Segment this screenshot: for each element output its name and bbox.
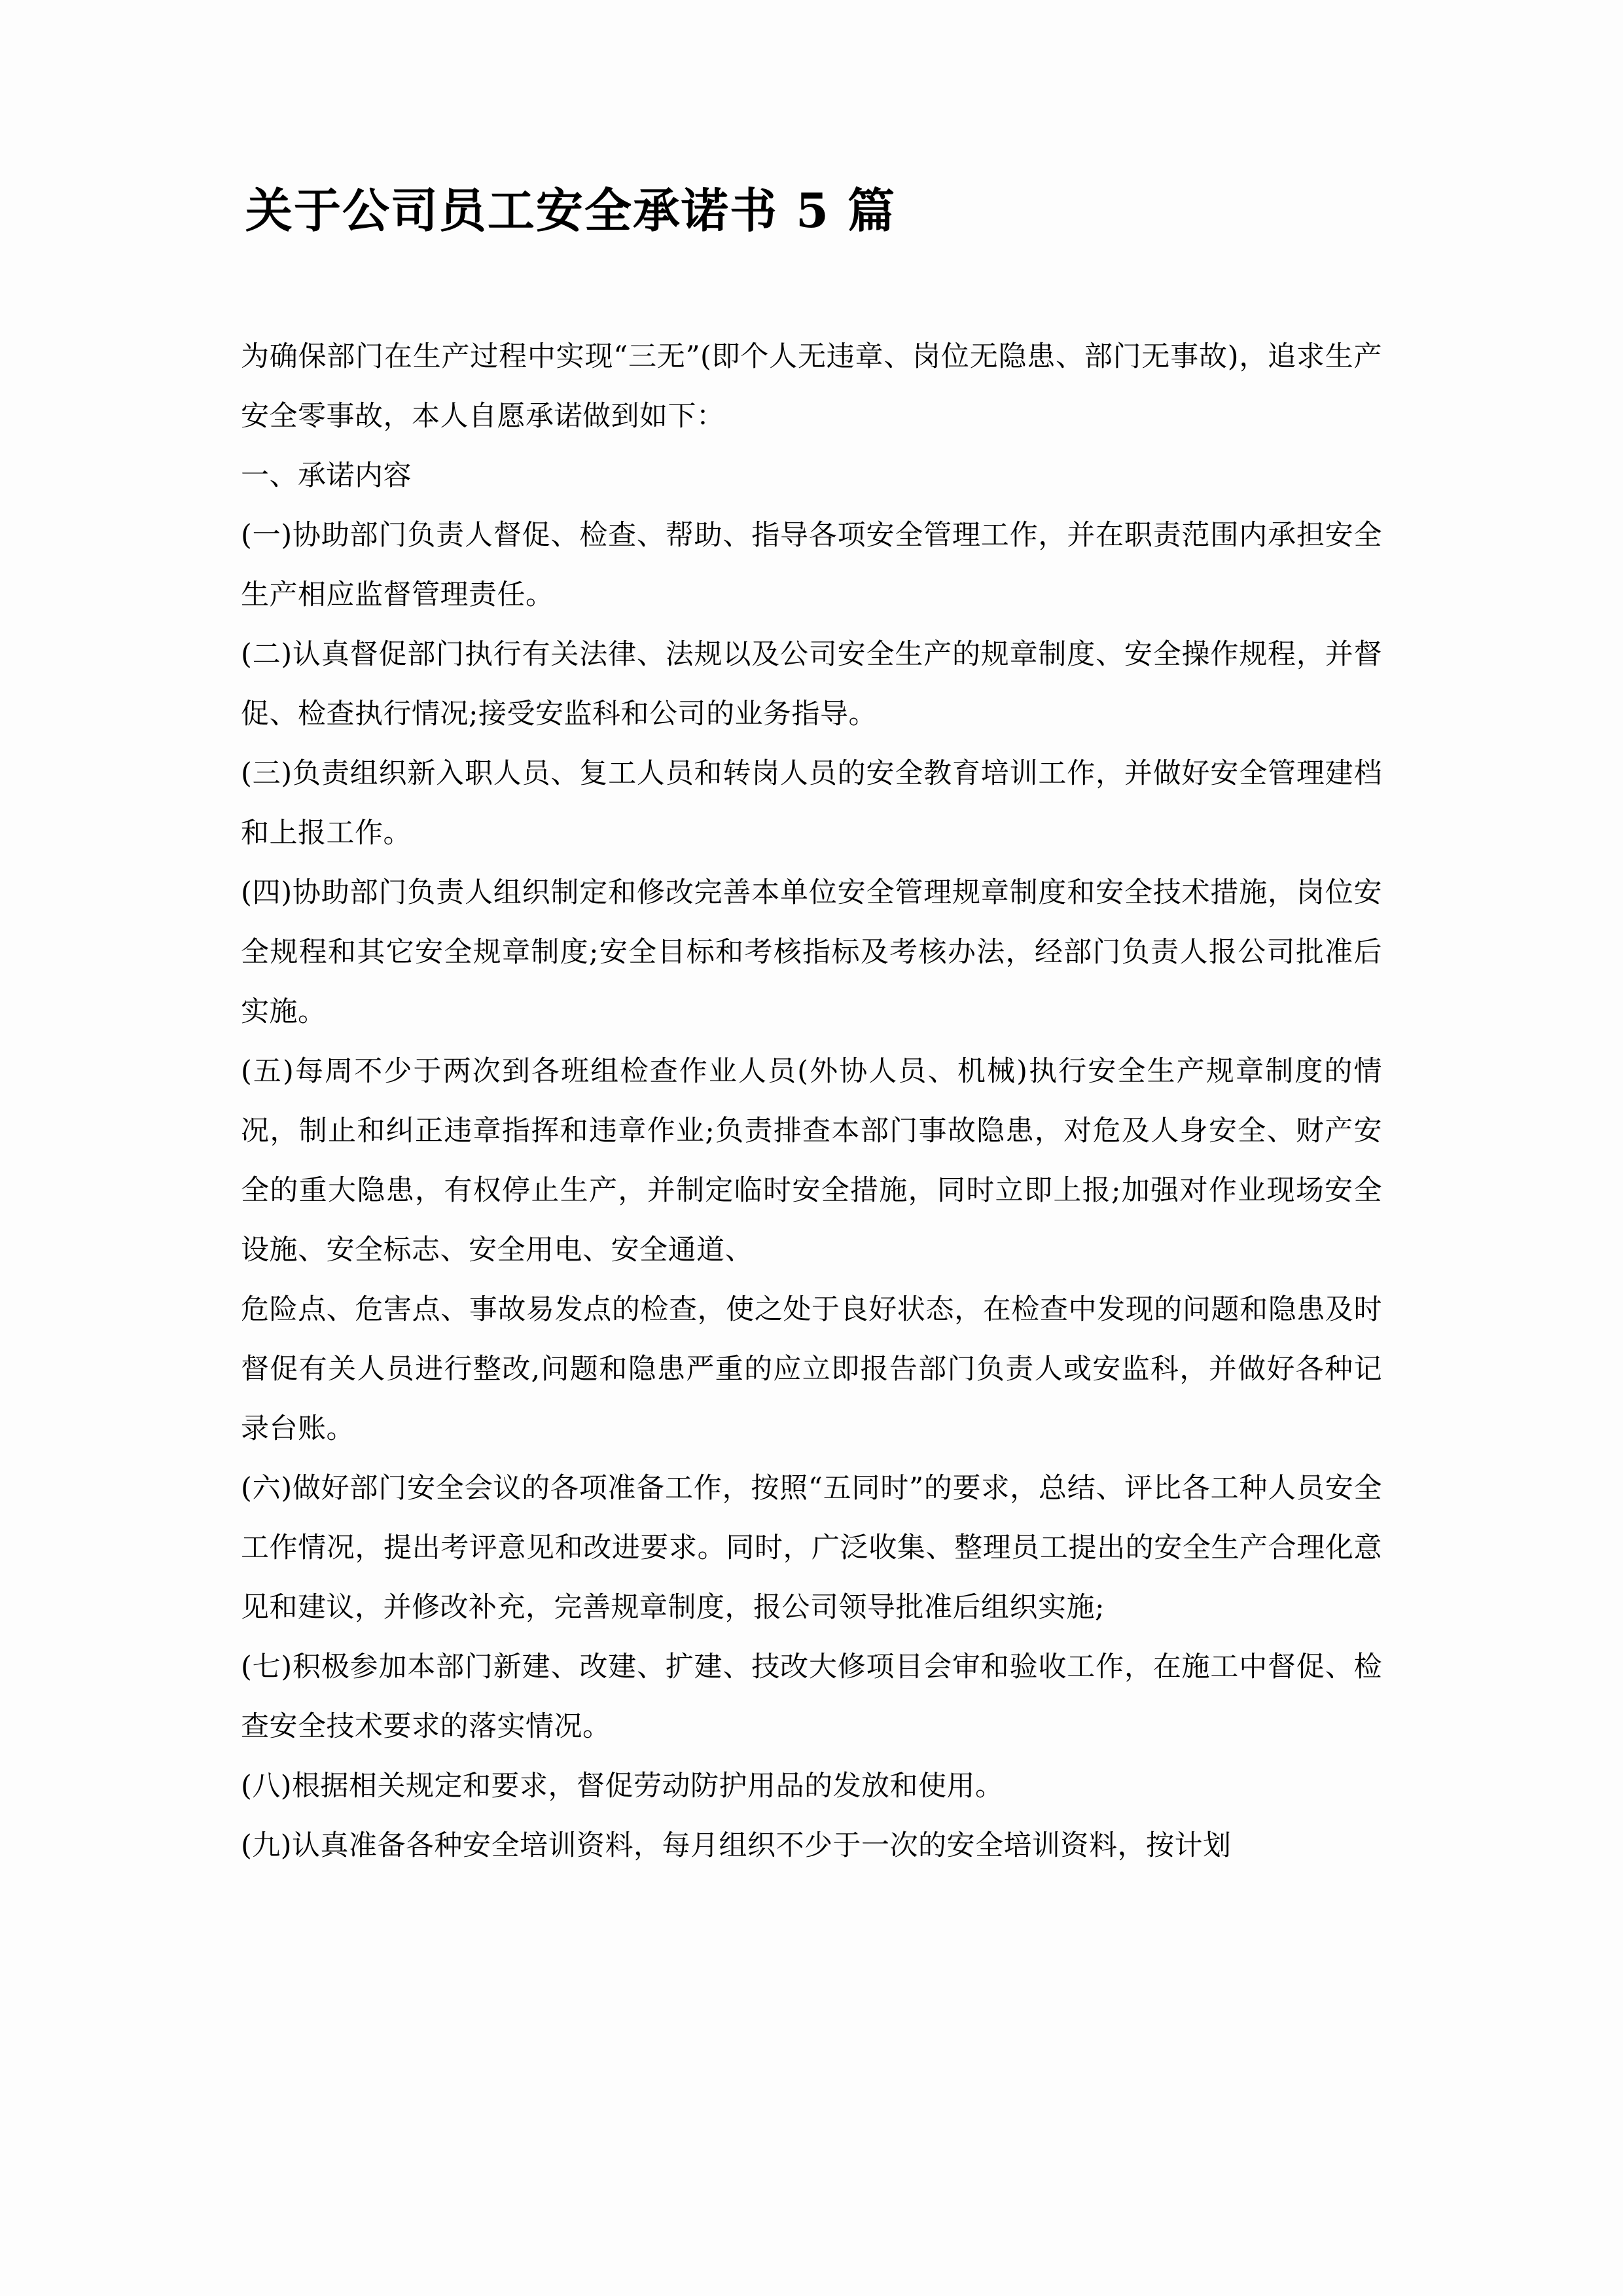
paragraph-item-7: (七)积极参加本部门新建、改建、扩建、技改大修项目会审和验收工作，在施工中督促、检查安全技术要求的落实情况。 bbox=[241, 1651, 1382, 1743]
page-bottom-margin bbox=[0, 2094, 1623, 2296]
section-heading-commitment-content: 一、承诺内容 bbox=[241, 459, 412, 492]
paragraph-item-5-continued: 危险点、危害点、事故易发点的检查，使之处于良好状态，在检查中发现的问题和隐患及时督促有关人员进行整改,问题和隐患严重的应立即报告部门负责人或安监科，并做好各种记录台账。 bbox=[241, 1293, 1382, 1445]
paragraph-item-1: (一)协助部门负责人督促、检查、帮助、指导各项安全管理工作，并在职责范围内承担安全生产相应监督管理责任。 bbox=[241, 519, 1382, 611]
paragraph-container bbox=[241, 327, 1382, 1876]
paragraph-item-2: (二)认真督促部门执行有关法律、法规以及公司安全生产的规章制度、安全操作规程，并督促、检查执行情况;接受安监科和公司的业务指导。 bbox=[241, 638, 1382, 730]
paragraph-item-8: (八)根据相关规定和要求，督促劳动防护用品的发放和使用。 bbox=[241, 1770, 1004, 1803]
paragraph-item-5: (五)每周不少于两次到各班组检查作业人员(外协人员、机械)执行安全生产规章制度的情况，制止和纠正违章指挥和违章作业;负责排查本部门事故隐患，对危及人身安全、财产安全的重大隐患，有权停止生产，并制定临时安全措施，同时立即上报;加强对作业现场安全设施、安全标志、安全用电、安全通道、 bbox=[241, 1055, 1382, 1266]
paragraph-item-4: (四)协助部门负责人组织制定和修改完善本单位安全管理规章制度和安全技术措施，岗位安全规程和其它安全规章制度;安全目标和考核指标及考核办法，经部门负责人报公司批准后实施。 bbox=[241, 876, 1382, 1028]
paragraph-item-3: (三)负责组织新入职人员、复工人员和转岗人员的安全教育培训工作，并做好安全管理建档和上报工作。 bbox=[241, 757, 1382, 850]
paragraph-intro: 为确保部门在生产过程中实现“三无”(即个人无违章、岗位无隐患、部门无事故)，追求生产安全零事故，本人自愿承诺做到如下： bbox=[241, 340, 1382, 433]
paragraph-item-9: (九)认真准备各种安全培训资料，每月组织不少于一次的安全培训资料，按计划 bbox=[241, 1829, 1232, 1862]
page-title: 关于公司员工安全承诺书 5 篇 bbox=[245, 183, 897, 238]
paragraph-item-6: (六)做好部门安全会议的各项准备工作，按照“五同时”的要求，总结、评比各工种人员安全工作情况，提出考评意见和改进要求。同时，广泛收集、整理员工提出的安全生产合理化意见和建议，并修改补充，完善规章制度，报公司领导批准后组织实施; bbox=[241, 1472, 1382, 1624]
